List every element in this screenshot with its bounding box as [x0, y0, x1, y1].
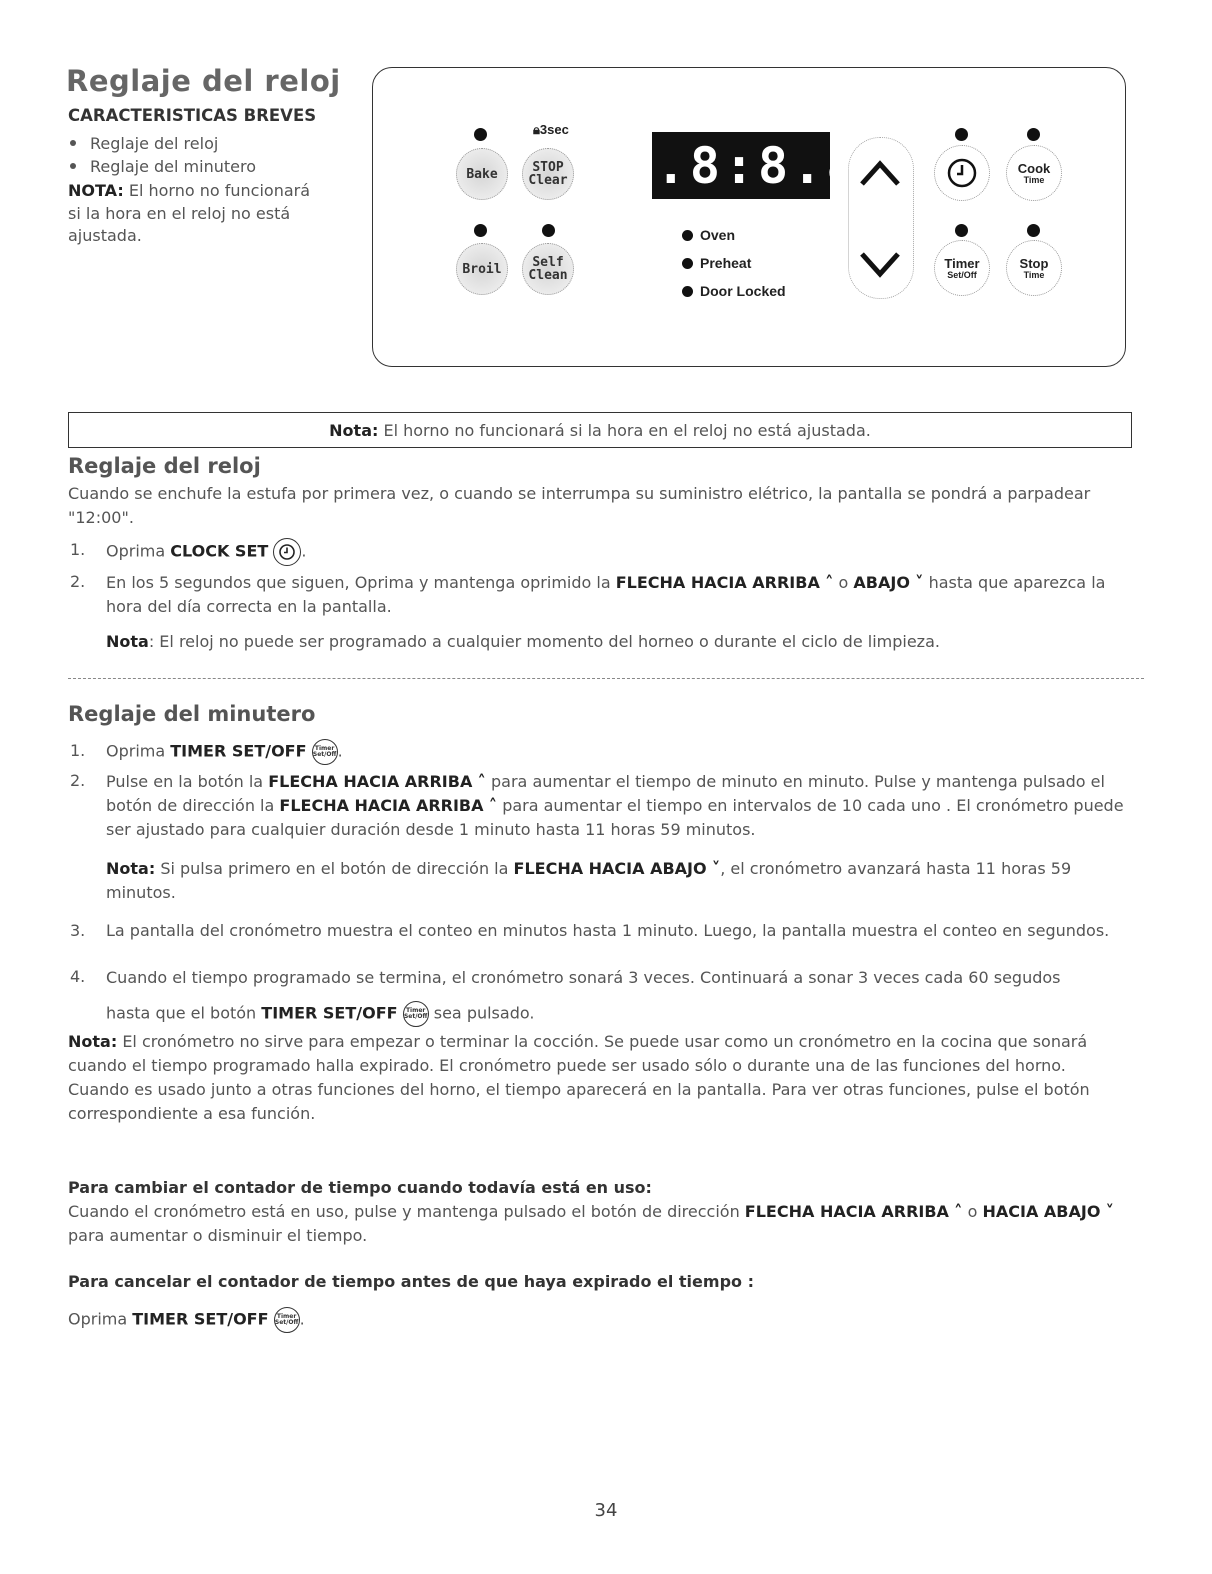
indicator-label: Door Locked	[700, 283, 786, 299]
side-note-label: NOTA:	[68, 181, 124, 200]
section-divider	[68, 678, 1144, 679]
page-title: Reglaje del reloj	[66, 64, 341, 98]
stop-time-label: Time	[1023, 269, 1045, 280]
broil-label: Broil	[462, 261, 502, 277]
clear-label: Clear	[528, 173, 568, 188]
indicator-list	[682, 221, 786, 305]
up-arrow-label: FLECHA HACIA ARRIBA	[279, 796, 484, 815]
down-arrow-label: ABAJO	[853, 573, 910, 592]
down-arrow-icon: ˅	[711, 859, 721, 879]
body-text: Oprima	[68, 1309, 133, 1329]
cancel-timer-text: Oprima TIMER SET/OFF Timer Set/Off .	[68, 1307, 1128, 1333]
timer-icon-line2: Set/Off	[403, 1013, 428, 1020]
indicator-label: Oven	[700, 227, 736, 243]
section-title-minute: Reglaje del minutero	[68, 702, 316, 726]
features-heading: CARACTERISTICAS BREVES	[68, 106, 317, 125]
note-text: , el cronómetro avanzará hasta 11 horas 59 minutos.	[106, 859, 1072, 902]
control-panel	[372, 67, 1126, 367]
body-text: o	[962, 1202, 983, 1221]
note-text: El cronómetro no sirve para empezar o terminar la cocción. Se puede usar como un cronómetro en la cocina que sonará cuando el tiempo programado halla expirado. El cronómetro puede ser usado sólo o durante una de las funciones del horno. Cuando es usado junto a otras funciones del horno, el tiempo aparecerá en la pantalla. Para ver otras funciones, pulse el botón correspondiente a esa función.	[68, 1032, 1090, 1123]
down-arrow-button[interactable]	[858, 250, 902, 284]
up-arrow-icon	[858, 158, 902, 188]
timer-icon-line1: Timer	[276, 1313, 297, 1320]
timer-set-off-label: TIMER SET/OFF	[170, 741, 307, 761]
cook-label: Cook	[1017, 160, 1051, 176]
bake-button[interactable]	[456, 148, 508, 200]
stop-time-button[interactable]	[1006, 240, 1062, 296]
timer-icon-line1: Timer	[405, 1007, 426, 1014]
minute-step-3: La pantalla del cronómetro muestra el conteo en minutos hasta 1 minuto. Luego, la pantalla muestra el conteo en segundos.	[106, 921, 1110, 940]
clock-step-2	[106, 571, 1126, 619]
note-box	[68, 412, 1132, 448]
timer-icon-line2: Set/Off	[312, 751, 337, 758]
oven-dot-icon	[682, 230, 693, 241]
clock-icon	[946, 157, 978, 189]
section-title-clock: Reglaje del reloj	[68, 454, 261, 478]
step-text: sea pulsado.	[428, 1003, 535, 1023]
timer-note	[68, 1030, 1128, 1126]
note-text: : El reloj no puede ser programado a cualquier momento del horneo o durante el ciclo de limpieza.	[148, 632, 940, 651]
step-number: 1.	[70, 741, 86, 760]
step-text: Oprima	[106, 741, 171, 761]
clock-intro: Cuando se enchufe la estufa por primera vez, o cuando se interrumpa su suministro elétrico, la pantalla se pondrá a parpadear "12:00".	[68, 484, 1091, 527]
note-text: Si pulsa primero en el botón de dirección la	[155, 859, 514, 878]
step-text: o	[833, 573, 854, 592]
feature-item	[70, 134, 218, 153]
note-text: El horno no funcionará si la hora en el reloj no está ajustada.	[378, 420, 871, 440]
timer-icon	[312, 739, 338, 765]
step-number: 2.	[70, 572, 86, 591]
bullet-icon	[70, 163, 76, 169]
self-clean-indicator-dot	[542, 224, 555, 237]
down-arrow-icon	[858, 250, 902, 280]
up-arrow-icon: ˄	[954, 1202, 963, 1222]
side-note-text: El horno no funcionará si la hora en el reloj no está ajustada.	[68, 181, 311, 245]
bullet-icon	[70, 140, 76, 146]
up-arrow-icon: ˄	[488, 796, 498, 816]
lock-label: 3sec	[539, 122, 569, 137]
body-text: para aumentar o disminuir el tiempo.	[68, 1226, 368, 1245]
self-clean-button[interactable]	[522, 243, 574, 295]
minute-step-4: Cuando el tiempo programado se termina, el cronómetro sonará 3 veces. Continuará a sonar 3 veces cada 60 segudos	[106, 968, 1061, 987]
up-arrow-button[interactable]	[858, 158, 902, 192]
change-timer-text	[68, 1200, 1128, 1248]
indicator-label: Preheat	[700, 255, 752, 271]
feature-label: Reglaje del minutero	[90, 157, 256, 176]
page-number: 34	[594, 1500, 618, 1521]
broil-indicator-dot	[474, 224, 487, 237]
note-label: Nota:	[106, 859, 156, 878]
broil-button[interactable]	[456, 243, 508, 295]
timer-set-off-button[interactable]	[934, 240, 990, 296]
set-off-label: Set/Off	[947, 269, 977, 280]
timer-set-off-label: TIMER SET/OFF	[132, 1309, 269, 1329]
clock-note	[106, 630, 1126, 654]
cancel-timer-heading: Para cancelar el contador de tiempo antes de que haya expirado el tiempo :	[68, 1272, 754, 1291]
up-arrow-icon: ˄	[477, 772, 486, 792]
side-note	[68, 180, 318, 248]
up-arrow-label: FLECHA HACIA ARRIBA	[268, 772, 473, 791]
down-arrow-label: HACIA ABAJO	[982, 1202, 1101, 1221]
timer-icon	[274, 1307, 300, 1333]
down-arrow-icon: ˅	[915, 573, 924, 593]
change-timer-heading: Para cambiar el contador de tiempo cuando todavía está en uso:	[68, 1178, 652, 1197]
led-display: 8.8:8.8	[652, 132, 830, 199]
up-arrow-label: FLECHA HACIA ARRIBA	[744, 1202, 949, 1221]
note-label: Nota	[106, 632, 149, 651]
clock-set-label: CLOCK SET	[170, 541, 269, 561]
indicator-preheat	[682, 249, 786, 277]
indicator-oven	[682, 221, 786, 249]
feature-item	[70, 157, 256, 176]
minute-note	[106, 857, 1126, 905]
step-text: En los 5 segundos que siguen, Oprima y mantenga oprimido la	[106, 573, 616, 592]
timer-icon-line1: Timer	[314, 745, 335, 752]
step-number: 2.	[70, 771, 86, 790]
step-text: Pulse en la botón la	[106, 772, 269, 791]
stop-clear-button[interactable]	[522, 148, 574, 200]
clock-step-1: Oprima CLOCK SET .	[106, 538, 1126, 566]
self-label: Self	[532, 255, 564, 270]
cook-time-indicator-dot	[1027, 128, 1040, 141]
step-text: para aumentar el tiempo en intervalos de 10 cada uno . El cronómetro puede ser ajustado para cualquier duración desde 1 minuto hasta 11 horas 59 minutos.	[106, 796, 1124, 839]
up-arrow-icon: ˄	[824, 573, 834, 593]
minute-step-2	[106, 770, 1126, 842]
preheat-dot-icon	[682, 258, 693, 269]
bake-label: Bake	[466, 166, 498, 182]
lock-indicator	[533, 122, 569, 138]
step-number: 1.	[70, 540, 86, 559]
note-label: Nota:	[68, 1032, 118, 1051]
feature-label: Reglaje del reloj	[90, 134, 219, 153]
step-number: 3.	[70, 921, 86, 940]
cook-time-label: Time	[1023, 174, 1045, 185]
step-text: Oprima	[106, 541, 171, 561]
clock-indicator-dot	[955, 128, 968, 141]
minute-step-1: Oprima TIMER SET/OFF Timer Set/Off .	[106, 739, 1126, 765]
down-arrow-icon: ˅	[1105, 1202, 1115, 1222]
clean-label: Clean	[528, 268, 568, 283]
timer-icon-line2: Set/Off	[274, 1319, 299, 1326]
timer-set-off-label: TIMER SET/OFF	[261, 1003, 398, 1023]
timer-icon	[403, 1001, 429, 1027]
cook-time-button[interactable]	[1006, 145, 1062, 201]
note-label: Nota:	[329, 420, 379, 440]
bake-indicator-dot	[474, 128, 487, 141]
body-text: Cuando el cronómetro está en uso, pulse y mantenga pulsado el botón de dirección	[68, 1202, 745, 1221]
down-arrow-label: FLECHA HACIA ABAJO	[513, 859, 707, 878]
indicator-door-locked	[682, 277, 786, 305]
step-number: 4.	[70, 967, 86, 986]
stop-label: Stop	[1019, 255, 1049, 271]
lock-icon: 🔒︎	[533, 122, 540, 137]
stop-label: STOP	[532, 160, 564, 175]
timer-indicator-dot	[955, 224, 968, 237]
step-text: para aumentar el tiempo de minuto en minuto. Pulse y mantenga pulsado el botón de dirección la	[106, 772, 1105, 815]
step-text: hasta que aparezca la hora del día correcta en la pantalla.	[106, 573, 1106, 616]
timer-label: Timer	[944, 255, 980, 271]
clock-icon	[273, 538, 301, 566]
clock-set-button[interactable]	[934, 145, 990, 201]
stop-time-indicator-dot	[1027, 224, 1040, 237]
door-locked-dot-icon	[682, 286, 693, 297]
minute-step-4-continued	[106, 1001, 1126, 1027]
up-arrow-label: FLECHA HACIA ARRIBA	[615, 573, 820, 592]
step-text: hasta que el botón	[106, 1003, 262, 1023]
